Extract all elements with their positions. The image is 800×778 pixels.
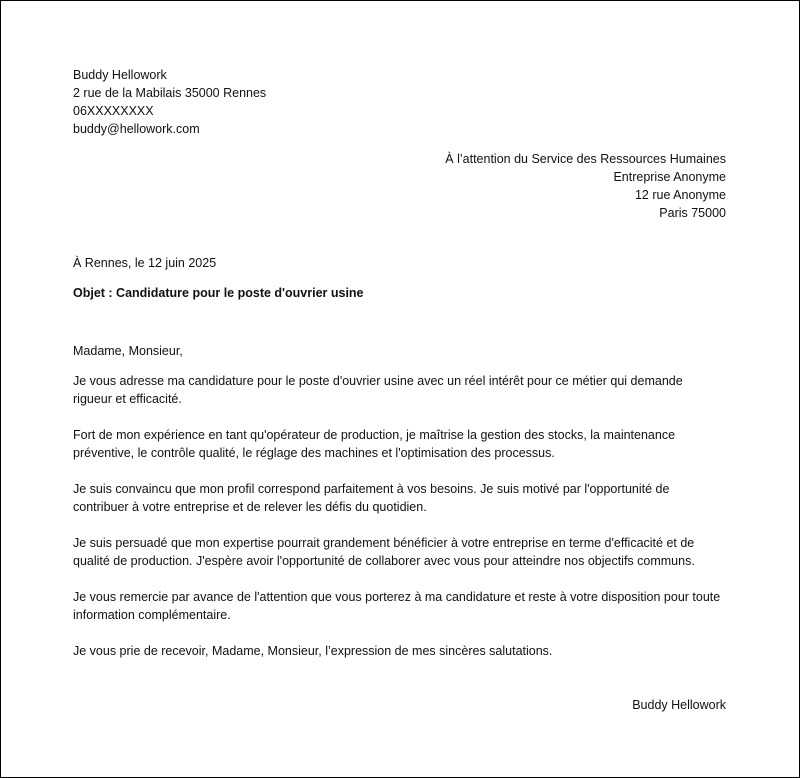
recipient-attention: À l’attention du Service des Ressources Humaines xyxy=(445,152,726,166)
recipient-company: Entreprise Anonyme xyxy=(613,170,726,184)
sender-phone: 06XXXXXXXX xyxy=(73,104,154,118)
recipient-city: Paris 75000 xyxy=(659,206,726,220)
signature: Buddy Hellowork xyxy=(632,698,726,712)
body-paragraph: Je vous adresse ma candidature pour le poste d'ouvrier usine avec un réel intérêt pour ce métier qui demande rigueur et efficacité. xyxy=(73,374,683,406)
recipient-street: 12 rue Anonyme xyxy=(634,188,726,202)
sender-name: Buddy Hellowork xyxy=(73,68,167,82)
body-paragraph: Je suis convaincu que mon profil correspond parfaitement à vos besoins. Je suis motivé par l'opportunité de contribuer à votre entreprise et de relever les défis du quotidien. xyxy=(73,482,670,514)
closing-paragraph: Je vous prie de recevoir, Madame, Monsieur, l’expression de mes sincères salutations. xyxy=(73,644,553,658)
salutation: Madame, Monsieur, xyxy=(73,344,183,358)
body-paragraph: Fort de mon expérience en tant qu'opérateur de production, je maîtrise la gestion des stocks, la maintenance préventive, le contrôle qualité, le réglage des machines et l'optimisation des processus. xyxy=(73,428,676,460)
sender-email: buddy@hellowork.com xyxy=(73,122,200,136)
subject-line: Objet : Candidature pour le poste d'ouvrier usine xyxy=(73,286,364,300)
sender-address: 2 rue de la Mabilais 35000 Rennes xyxy=(73,86,267,100)
body-paragraph: Je vous remercie par avance de l'attention que vous porterez à ma candidature et reste à votre disposition pour toute information complémentaire. xyxy=(73,590,721,622)
date-line: À Rennes, le 12 juin 2025 xyxy=(73,256,217,270)
body-paragraph: Je suis persuadé que mon expertise pourrait grandement bénéficier à votre entreprise en terme d'efficacité et de qualité de production. J'espère avoir l'opportunité de collaborer avec vous pour atteindre nos objectifs communs. xyxy=(73,536,695,568)
